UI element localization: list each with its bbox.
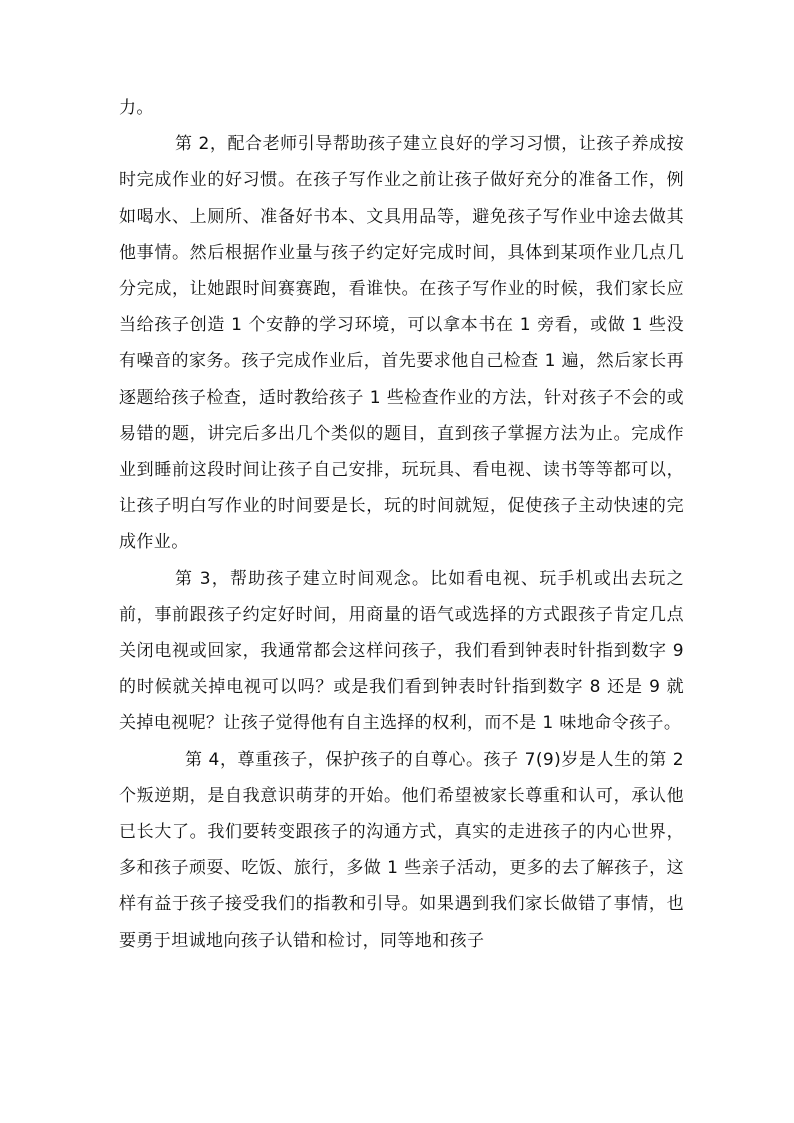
paragraph-point-2: 第 2，配合老师引导帮助孩子建立良好的学习习惯，让孩子养成按时完成作业的好习惯。在孩子写作业之前让孩子做好充分的准备工作，例如喝水、上厕所、准备好书本、文具用品等，避免孩子写作业中途去做其他事情。然后根据作业量与孩子约定好完成时间，具体到某项作业几点几分完成，让她跟时间赛赛跑，看谁快。在孩子写作业的时候，我们家长应当给孩子创造 1 个安静的学习环境，可以拿本书在 1 旁看，或做 1 些没有噪音的家务。孩子完成作业后，首先要求他自己检查 1 遍，然后家长再逐题给孩子检查，适时教给孩子 1 些检查作业的方法，针对孩子不会的或易错的题，讲完后多出几个类似的题目，直到孩子掌握方法为止。完成作业到睡前这段时间让孩子自己安排，玩玩具、看电视、读书等等都可以，让孩子明白写作业的时间要是长，玩的时间就短，促使孩子主动快速的完成作业。 xyxy=(119,134,684,553)
paragraph-point-3: 第 3，帮助孩子建立时间观念。比如看电视、玩手机或出去玩之前，事前跟孩子约定好时间，用商量的语气或选择的方式跟孩子肯定几点关闭电视或回家，我通常都会这样问孩子，我们看到钟表时针指到数字 9 的时候就关掉电视可以吗？或是我们看到钟表时针指到数字 8 还是 9 就关掉电视呢？让孩子觉得他有自主选择的权利，而不是 1 味地命令孩子。 xyxy=(119,568,684,734)
document-body xyxy=(119,90,684,959)
paragraph-continuation: 力。 xyxy=(119,98,154,118)
paragraph-point-4: 第 4，尊重孩子，保护孩子的自尊心。孩子 7(9)岁是人生的第 2 个叛逆期，是自我意识萌芽的开始。他们希望被家长尊重和认可，承认他已长大了。我们要转变跟孩子的沟通方式，真实的走进孩子的内心世界，多和孩子顽耍、吃饭、旅行，多做 1 些亲子活动，更多的去了解孩子，这样有益于孩子接受我们的指教和引导。如果遇到我们家长做错了事情，也要勇于坦诚地向孩子认错和检讨，同等地和孩子 xyxy=(119,749,684,951)
